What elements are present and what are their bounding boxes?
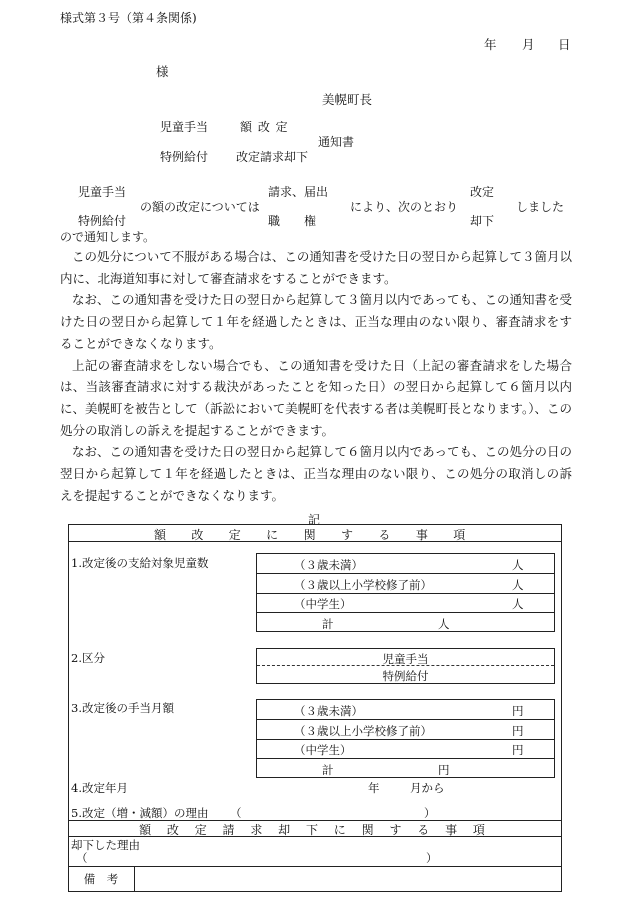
issuer-name: 美幌町長 <box>322 92 373 107</box>
reason-open-paren: （ <box>230 806 242 820</box>
intro-child-allowance: 児童手当 <box>78 185 127 199</box>
intro-ex-officio: 職 権 <box>268 214 317 228</box>
divider <box>256 593 555 594</box>
rejection-reason-label: 却下した理由 <box>71 838 140 852</box>
divider <box>256 612 555 613</box>
item5-label: 5.改定（増・減額）の理由 <box>71 806 209 820</box>
appeal-notice-text <box>60 246 572 506</box>
intro-rejected: 却下 <box>470 214 495 228</box>
revision-year: 年 <box>368 781 380 795</box>
children-total-label: 計 <box>322 617 334 631</box>
date-month: 月 <box>522 37 535 52</box>
amount-preschool-unit: 円 <box>512 724 524 738</box>
row-preschool-label: （３歳以上小学校修了前） <box>294 578 432 592</box>
item4-label: 4.改定年月 <box>71 781 128 795</box>
amount-junior-high-unit: 円 <box>512 743 524 757</box>
date-day: 日 <box>558 37 571 52</box>
row-junior-high-unit: 人 <box>512 597 524 611</box>
section-revision-header: 額 改 定 に 関 す る 事 項 <box>153 528 477 542</box>
revision-month-from: 月から <box>410 781 445 795</box>
divider <box>256 573 555 574</box>
amount-junior-high-label: （中学生） <box>294 743 352 757</box>
amount-total-label: 計 <box>322 763 334 777</box>
form-number: 様式第３号（第４条関係) <box>60 11 197 25</box>
paragraph-appeal-limit: なお、この通知書を受けた日の翌日から起算して３箇月以内であっても、この通知書を受けた日の翌日から起算して１年を経過したときは、正当な理由のない限り、審査請求をすることができなくなります。 <box>60 292 572 351</box>
row-under3-label: （３歳未満） <box>294 558 363 572</box>
paragraph-lawsuit-limit: なお、この通知書を受けた日の翌日から起算して６箇月以内であっても、この処分の日の翌日から起算して１年を経過したときは、正当な理由のない限り、この処分の取消しの訴えを提起することができなくなります。 <box>60 444 572 503</box>
section-rejection-header: 額 改 定 請 求 却 下 に 関 す る 事 項 <box>139 823 491 837</box>
paragraph-appeal: この処分について不服がある場合は、この通知書を受けた日の翌日から起算して３箇月以内に、北海道知事に対して審査請求をすることができます。 <box>60 249 572 286</box>
title-revision-rejection: 改定請求却下 <box>236 150 309 164</box>
category-child-allowance: 児童手当 <box>382 652 429 666</box>
divider <box>256 719 555 720</box>
rejection-open-paren: （ <box>76 851 88 865</box>
rejection-close-paren: ） <box>426 851 438 865</box>
paragraph-lawsuit: 上記の審査請求をしない場合でも、この通知書を受けた日（上記の審査請求をした場合は、当該審査請求に対する裁決があったことを知った日）の翌日から起算して６箇月以内に、美幌町を被告として（訴訟において美幌町を代表する者は美幌町長となります。）、この処分の取消しの訴えを提起することができます。 <box>60 357 572 438</box>
children-total-unit: 人 <box>438 617 450 631</box>
reason-close-paren: ） <box>424 806 436 820</box>
intro-amount-revision: の額の改定については <box>140 200 260 214</box>
intro-as-follows: により、次のとおり <box>350 200 459 214</box>
title-special-benefit: 特例給付 <box>160 150 209 164</box>
amount-total-unit: 円 <box>438 763 450 777</box>
intro-revised: 改定 <box>470 185 495 199</box>
row-under3-unit: 人 <box>512 558 524 572</box>
item1-label: 1.改定後の支給対象児童数 <box>71 556 209 570</box>
divider <box>256 739 555 740</box>
divider <box>68 866 562 867</box>
item2-label: 2.区分 <box>71 651 105 665</box>
row-preschool-unit: 人 <box>512 578 524 592</box>
title-amount-revision: 額 改 定 <box>240 120 289 134</box>
item3-label: 3.改定後の手当月額 <box>71 701 174 715</box>
divider <box>134 866 135 891</box>
title-notice: 通知書 <box>318 135 355 149</box>
addressee-suffix: 様 <box>156 64 169 79</box>
date-year: 年 <box>484 37 497 52</box>
category-special-benefit: 特例給付 <box>382 669 429 683</box>
ki-mark: 記 <box>308 513 321 527</box>
title-child-allowance: 児童手当 <box>160 120 209 134</box>
row-junior-high-label: （中学生） <box>294 597 352 611</box>
amount-under3-label: （３歳未満） <box>294 704 363 718</box>
amount-preschool-label: （３歳以上小学校修了前） <box>294 724 432 738</box>
intro-done: しました <box>516 200 565 214</box>
intro-request: 請求、届出 <box>268 185 329 199</box>
intro-special-benefit: 特例給付 <box>78 214 127 228</box>
divider <box>256 758 555 759</box>
amount-under3-unit: 円 <box>512 704 524 718</box>
intro-tail: ので通知します。 <box>60 230 156 244</box>
remarks-label: 備 考 <box>83 872 119 886</box>
